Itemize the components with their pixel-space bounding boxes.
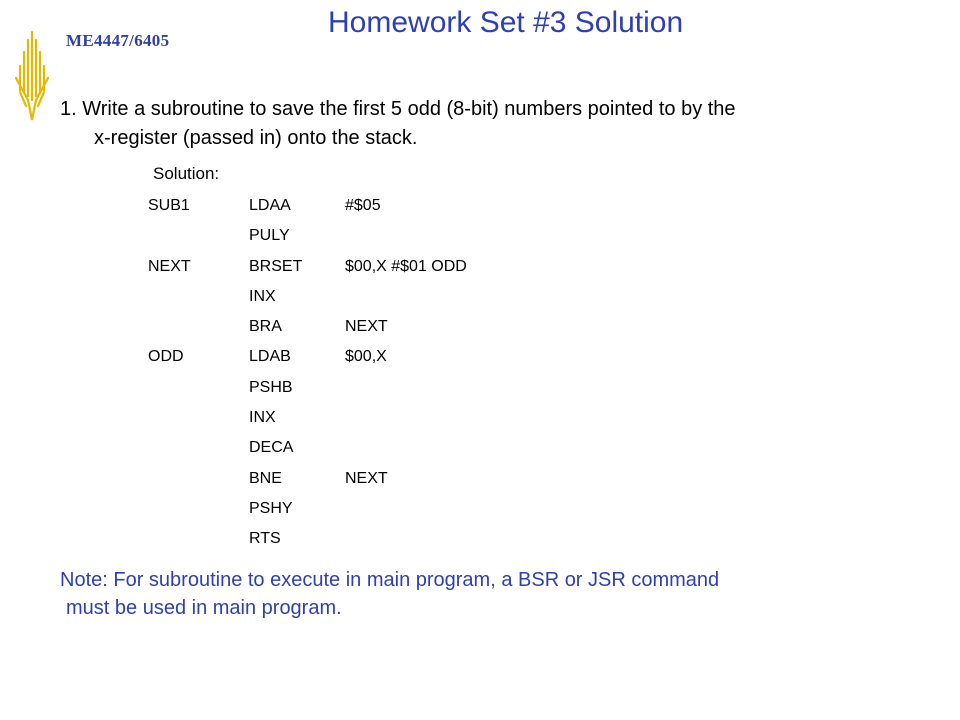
code-opcode: LDAA	[249, 197, 291, 214]
note-line-2: must be used in main program.	[66, 597, 342, 619]
code-operand: NEXT	[345, 318, 388, 336]
code-label: SUB1	[148, 197, 190, 214]
course-code: ME4447/6405	[66, 31, 170, 50]
code-opcode: BNE	[249, 469, 282, 487]
georgia-tech-logo-icon	[14, 30, 50, 122]
problem-statement	[60, 95, 920, 153]
code-opcode: INX	[249, 409, 276, 427]
code-opcode: BRSET	[249, 257, 303, 275]
problem-line-1: 1. Write a subroutine to save the first 5 odd (8-bit) numbers pointed to by the	[60, 98, 736, 120]
code-opcode: LDAB	[249, 348, 291, 366]
code-label: NEXT	[148, 257, 191, 275]
code-opcode: PULY	[249, 227, 290, 245]
code-operand: $00,X #$01 ODD	[345, 257, 467, 275]
code-opcode: INX	[249, 287, 276, 305]
code-opcode: DECA	[249, 439, 294, 457]
problem-line-2: x-register (passed in) onto the stack.	[94, 127, 418, 149]
note	[60, 566, 920, 622]
note-line-1: Note: For subroutine to execute in main program, a BSR or JSR command	[60, 569, 720, 591]
code-operand: $00,X	[345, 348, 387, 366]
code-opcode: PSHB	[249, 378, 293, 396]
code-operand: NEXT	[345, 469, 388, 487]
code-opcode: PSHY	[249, 499, 293, 517]
code-opcode: RTS	[249, 530, 281, 548]
solution-label: Solution:	[153, 164, 220, 183]
code-opcode: BRA	[249, 318, 282, 336]
page-title: Homework Set #3 Solution	[328, 6, 684, 39]
code-operand: #$05	[345, 197, 381, 214]
code-label: ODD	[148, 348, 184, 366]
